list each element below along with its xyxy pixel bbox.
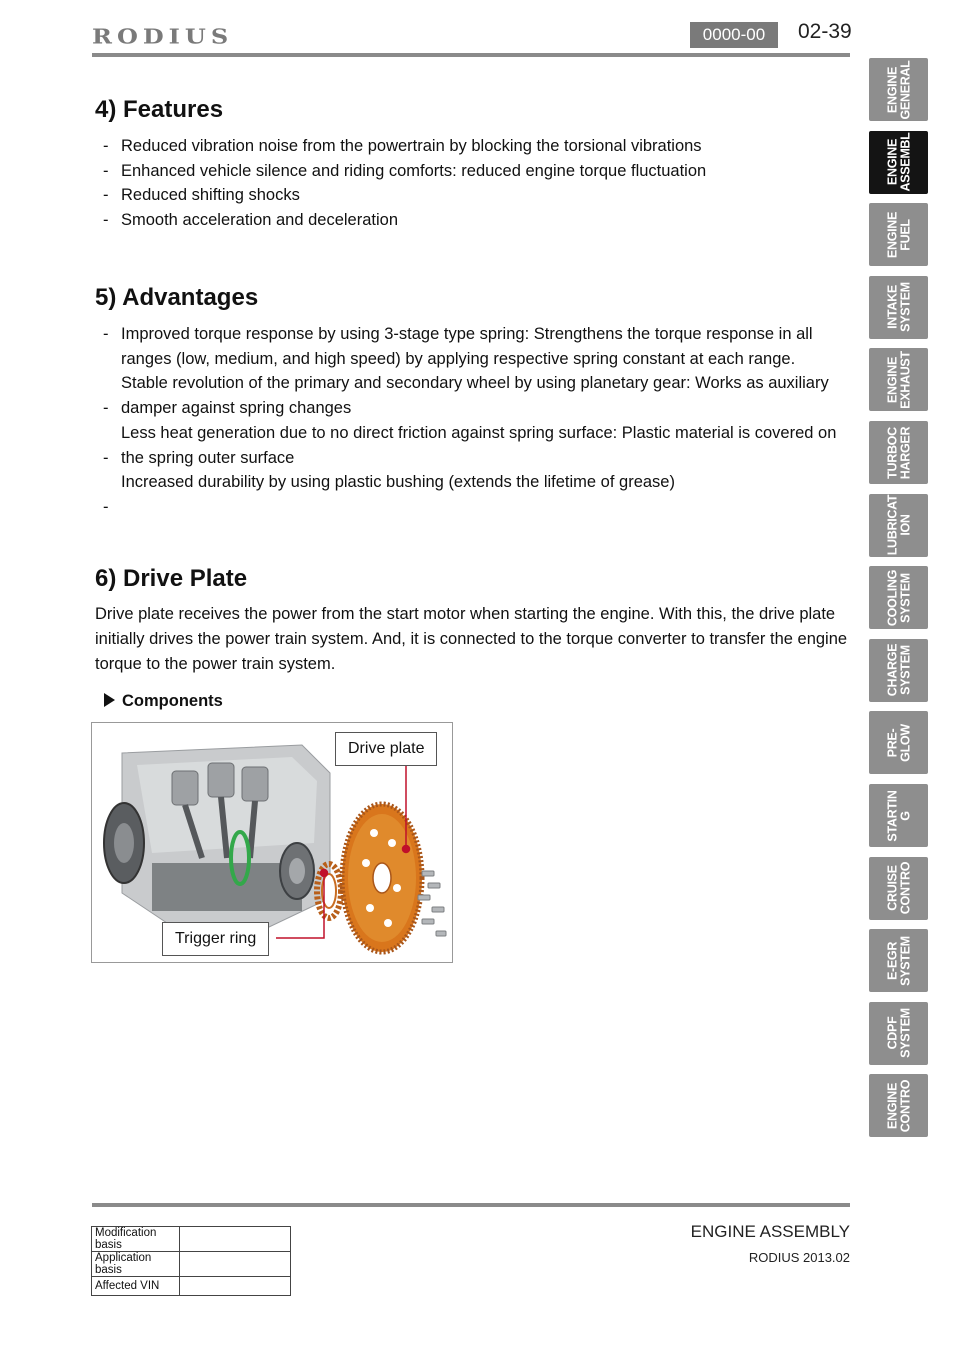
table-cell-label: Modification basis (92, 1227, 180, 1252)
sidebar-tab-line1: TURBOC (885, 426, 899, 479)
sidebar-tab-line1: COOLING (885, 569, 899, 626)
sidebar-tab-line1: LUBRICAT (885, 494, 899, 556)
advantages-heading: 5) Advantages (95, 284, 259, 311)
features-heading: 4) Features (95, 96, 224, 123)
sidebar-tab-label (886, 930, 911, 992)
sidebar-tab-engine-general[interactable] (869, 58, 928, 121)
list-item: - Enhanced vehicle silence and riding comforts: reduced engine torque fluctuation (95, 159, 835, 184)
section-code-badge: 0000-00 (690, 22, 778, 48)
sidebar-tab-lubricat-ion[interactable] (869, 494, 928, 557)
sidebar-tab-e-egr-system[interactable] (869, 929, 928, 992)
sidebar-tab-line2: GLOW (897, 724, 912, 762)
sidebar-tab-label (886, 131, 911, 193)
sidebar-tab-charge-system[interactable] (869, 639, 928, 702)
sidebar-tab-line2: SYSTEM (897, 1008, 912, 1059)
drive-plate-paragraph: Drive plate receives the power from the start motor when starting the engine. With this, the drive plate initially drives the power train system. And, it is connected to the torque converter to transfer the engine torque to the power train system. (95, 605, 848, 673)
table-cell-value (180, 1227, 291, 1252)
triangle-bullet-icon (104, 693, 115, 707)
sidebar-tab-label (886, 1075, 911, 1137)
table-cell-label: Affected VIN (92, 1277, 180, 1296)
revision-table (91, 1226, 291, 1296)
list-item: - Reduced shifting shocks (95, 183, 835, 208)
footer-divider (92, 1203, 850, 1207)
header-divider (92, 53, 850, 57)
sidebar-tab-intake-system[interactable] (869, 276, 928, 339)
sidebar-tab-line1: E-EGR (885, 941, 899, 980)
sidebar-tab-line2: ION (897, 514, 912, 536)
sidebar-tab-label (886, 1002, 911, 1064)
sidebar-tab-line1: ENGINE (885, 1082, 899, 1129)
sidebar-tab-line2: CONTRO (897, 1079, 912, 1133)
list-item: - Improved torque response by using 3-stage type spring: Strengthens the torque response in all (103, 325, 813, 343)
table-row (92, 1277, 291, 1296)
footer-chapter-title: ENGINE ASSEMBLY (690, 1222, 850, 1241)
list-item: - the spring outer surface (103, 448, 295, 467)
sidebar-tab-line1: ENGINE (885, 211, 899, 258)
features-list (95, 134, 835, 233)
sidebar-tab-line2: SYSTEM (897, 282, 912, 333)
list-item: - Smooth acceleration and deceleration (95, 208, 835, 233)
sidebar-tab-line2: SYSTEM (897, 935, 912, 986)
sidebar-tab-pre-glow[interactable] (869, 711, 928, 774)
footer-model-date: RODIUS 2013.02 (748, 1250, 850, 1265)
sidebar-tab-label (886, 712, 911, 774)
sidebar-tab-label (886, 204, 911, 266)
sidebar-tab-label (886, 857, 911, 919)
sidebar-tab-startin-g[interactable] (869, 784, 928, 847)
engine-block (104, 745, 330, 928)
sidebar-tab-label (886, 494, 911, 556)
sidebar-tab-line2: GENERAL (897, 60, 912, 120)
sidebar-tab-line1: INTAKE (885, 285, 899, 330)
table-cell-label: Application basis (92, 1252, 180, 1277)
sidebar-tab-line1: ENGINE (885, 356, 899, 403)
sidebar-tab-line1: ENGINE (885, 139, 899, 186)
list-item: - damper against spring changes (103, 399, 352, 418)
brand-logo: RODIUS (92, 24, 234, 49)
sidebar-tab-cruise-contro[interactable] (869, 857, 928, 920)
sidebar-tab-line2: G (897, 810, 912, 821)
components-figure (91, 722, 453, 963)
page-number: 02-39 (798, 20, 852, 43)
sidebar-tab-line1: CDPF (885, 1016, 899, 1050)
sidebar-tab-label (886, 349, 911, 411)
sidebar-tab-engine-contro[interactable] (869, 1074, 928, 1137)
table-cell-value (180, 1252, 291, 1277)
advantages-list (95, 322, 840, 520)
list-item: - (103, 497, 109, 516)
sidebar-tab-line2: HARGER (897, 426, 912, 479)
drive-plate-callout: Drive plate (335, 732, 437, 766)
sidebar-tab-line1: STARTIN (885, 789, 899, 842)
table-row (92, 1252, 291, 1277)
trigger-ring-callout: Trigger ring (162, 922, 269, 956)
list-item: Less heat generation due to no direct friction against spring surface: Plastic material is covered on (121, 423, 837, 442)
sidebar-tab-cooling-system[interactable] (869, 566, 928, 629)
sidebar-tab-label (886, 422, 911, 484)
sidebar-tab-line2: FUEL (897, 218, 912, 251)
drive-plate-part (342, 804, 422, 952)
list-item: ranges (low, medium, and high speed) by applying respective spring constant at each range. (121, 349, 796, 368)
sidebar-tab-engine-fuel[interactable] (869, 203, 928, 266)
drive-plate-heading: 6) Drive Plate (95, 565, 248, 592)
sidebar-tab-turboc-harger[interactable] (869, 421, 928, 484)
sidebar-tab-line1: ENGINE (885, 66, 899, 113)
sidebar-tab-line2: SYSTEM (897, 645, 912, 696)
sidebar-tab-engine-assembl[interactable] (869, 131, 928, 194)
sidebar-tab-line1: CRUISE (885, 865, 899, 911)
sidebar-tab-label (886, 785, 911, 847)
list-item: Stable revolution of the primary and secondary wheel by using planetary gear: Works as auxiliary (121, 374, 829, 393)
sidebar-tab-line2: CONTRO (897, 861, 912, 915)
sidebar-tab-label (886, 276, 911, 338)
sidebar-tab-line2: SYSTEM (897, 572, 912, 623)
sidebar-tab-label (886, 59, 911, 121)
sidebar-tab-cdpf-system[interactable] (869, 1002, 928, 1065)
sidebar-tab-line1: CHARGE (885, 644, 899, 697)
sidebar-tab-line2: EXHAUST (897, 351, 912, 409)
table-cell-value (180, 1277, 291, 1296)
sidebar-tab-line1: PRE- (885, 728, 899, 758)
sidebar-tab-line2: ASSEMBL (897, 132, 912, 192)
sidebar-tab-label (886, 567, 911, 629)
sidebar-tab-label (886, 639, 911, 701)
list-item: - Reduced vibration noise from the powertrain by blocking the torsional vibrations (95, 134, 835, 159)
bolts-part (418, 871, 446, 936)
table-row (92, 1227, 291, 1252)
list-item: Increased durability by using plastic bushing (extends the lifetime of grease) (121, 473, 675, 492)
sidebar-tab-engine-exhaust[interactable] (869, 348, 928, 411)
components-label: Components (104, 692, 223, 711)
